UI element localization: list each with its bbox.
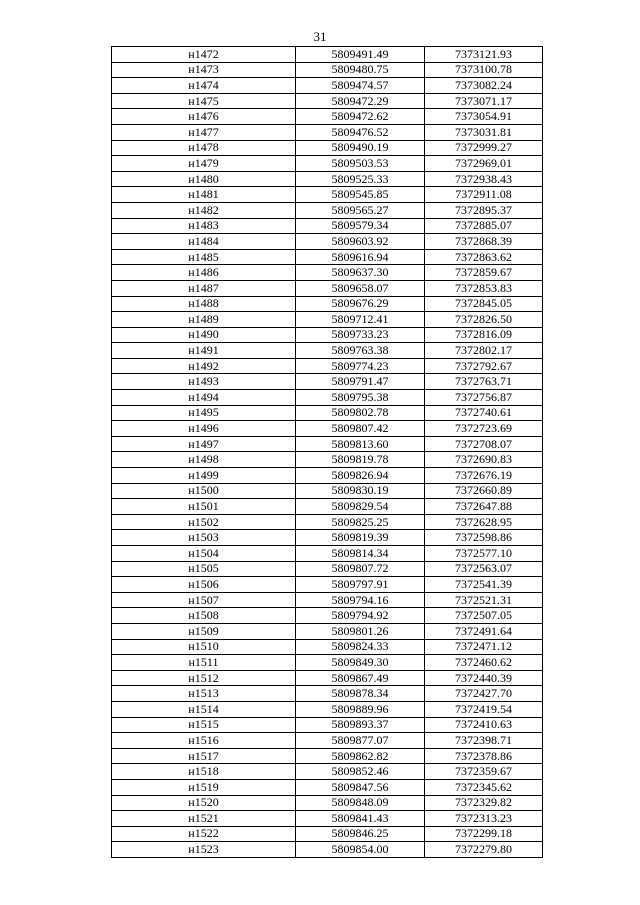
point-id-cell: н1481: [112, 187, 296, 203]
x-coordinate-cell: 5809791.47: [296, 374, 425, 390]
table-row: [112, 561, 543, 577]
y-coordinate-cell: 7372868.39: [425, 234, 543, 250]
table-row: [112, 779, 543, 795]
point-id-cell: н1472: [112, 47, 296, 63]
table-row: [112, 733, 543, 749]
y-coordinate-cell: 7372792.67: [425, 358, 543, 374]
table-row: [112, 468, 543, 484]
point-id-cell: н1480: [112, 171, 296, 187]
x-coordinate-cell: 5809525.33: [296, 171, 425, 187]
table-row: [112, 452, 543, 468]
point-id-cell: н1483: [112, 218, 296, 234]
table-row: [112, 327, 543, 343]
x-coordinate-cell: 5809846.25: [296, 826, 425, 842]
y-coordinate-cell: 7372419.54: [425, 701, 543, 717]
table-row: [112, 717, 543, 733]
page-number: 31: [313, 29, 327, 44]
y-coordinate-cell: 7372863.62: [425, 249, 543, 265]
table-row: [112, 93, 543, 109]
table-row: [112, 374, 543, 390]
table-row: [112, 343, 543, 359]
table-row: [112, 312, 543, 328]
y-coordinate-cell: 7372378.86: [425, 748, 543, 764]
x-coordinate-cell: 5809819.78: [296, 452, 425, 468]
point-id-cell: н1490: [112, 327, 296, 343]
y-coordinate-cell: 7372895.37: [425, 202, 543, 218]
y-coordinate-cell: 7372676.19: [425, 468, 543, 484]
table-row: [112, 514, 543, 530]
y-coordinate-cell: 7372647.88: [425, 499, 543, 515]
table-row: [112, 280, 543, 296]
x-coordinate-cell: 5809807.42: [296, 421, 425, 437]
coordinates-table: [111, 46, 543, 858]
y-coordinate-cell: 7372521.31: [425, 592, 543, 608]
point-id-cell: н1488: [112, 296, 296, 312]
point-id-cell: н1482: [112, 202, 296, 218]
point-id-cell: н1511: [112, 655, 296, 671]
y-coordinate-cell: 7372427.70: [425, 686, 543, 702]
table-row: [112, 701, 543, 717]
point-id-cell: н1503: [112, 530, 296, 546]
table-row: [112, 124, 543, 140]
x-coordinate-cell: 5809830.19: [296, 483, 425, 499]
x-coordinate-cell: 5809813.60: [296, 436, 425, 452]
x-coordinate-cell: 5809565.27: [296, 202, 425, 218]
point-id-cell: н1522: [112, 826, 296, 842]
x-coordinate-cell: 5809794.92: [296, 608, 425, 624]
table-row: [112, 826, 543, 842]
point-id-cell: н1485: [112, 249, 296, 265]
table-row: [112, 78, 543, 94]
table-row: [112, 156, 543, 172]
x-coordinate-cell: 5809490.19: [296, 140, 425, 156]
table-row: [112, 187, 543, 203]
table-row: [112, 546, 543, 562]
y-coordinate-cell: 7372845.05: [425, 296, 543, 312]
x-coordinate-cell: 5809802.78: [296, 405, 425, 421]
table-row: [112, 499, 543, 515]
table-row: [112, 592, 543, 608]
table-row: [112, 686, 543, 702]
x-coordinate-cell: 5809878.34: [296, 686, 425, 702]
coordinates-table-body: [112, 47, 543, 858]
x-coordinate-cell: 5809476.52: [296, 124, 425, 140]
x-coordinate-cell: 5809616.94: [296, 249, 425, 265]
x-coordinate-cell: 5809480.75: [296, 62, 425, 78]
table-row: [112, 655, 543, 671]
table-row: [112, 764, 543, 780]
x-coordinate-cell: 5809474.57: [296, 78, 425, 94]
y-coordinate-cell: 7372398.71: [425, 733, 543, 749]
y-coordinate-cell: 7372999.27: [425, 140, 543, 156]
point-id-cell: н1501: [112, 499, 296, 515]
table-row: [112, 811, 543, 827]
y-coordinate-cell: 7372859.67: [425, 265, 543, 281]
point-id-cell: н1519: [112, 779, 296, 795]
table-row: [112, 405, 543, 421]
table-row: [112, 436, 543, 452]
point-id-cell: н1492: [112, 358, 296, 374]
point-id-cell: н1494: [112, 390, 296, 406]
y-coordinate-cell: 7373071.17: [425, 93, 543, 109]
table-row: [112, 296, 543, 312]
point-id-cell: н1513: [112, 686, 296, 702]
point-id-cell: н1499: [112, 468, 296, 484]
y-coordinate-cell: 7372660.89: [425, 483, 543, 499]
table-row: [112, 218, 543, 234]
point-id-cell: н1506: [112, 577, 296, 593]
table-row: [112, 795, 543, 811]
point-id-cell: н1489: [112, 312, 296, 328]
y-coordinate-cell: 7372313.23: [425, 811, 543, 827]
x-coordinate-cell: 5809852.46: [296, 764, 425, 780]
x-coordinate-cell: 5809794.16: [296, 592, 425, 608]
x-coordinate-cell: 5809893.37: [296, 717, 425, 733]
point-id-cell: н1498: [112, 452, 296, 468]
point-id-cell: н1476: [112, 109, 296, 125]
x-coordinate-cell: 5809801.26: [296, 623, 425, 639]
point-id-cell: н1500: [112, 483, 296, 499]
x-coordinate-cell: 5809824.33: [296, 639, 425, 655]
x-coordinate-cell: 5809676.29: [296, 296, 425, 312]
point-id-cell: н1508: [112, 608, 296, 624]
x-coordinate-cell: 5809867.49: [296, 670, 425, 686]
x-coordinate-cell: 5809814.34: [296, 546, 425, 562]
point-id-cell: н1491: [112, 343, 296, 359]
table-row: [112, 358, 543, 374]
y-coordinate-cell: 7373121.93: [425, 47, 543, 63]
x-coordinate-cell: 5809825.25: [296, 514, 425, 530]
x-coordinate-cell: 5809733.23: [296, 327, 425, 343]
x-coordinate-cell: 5809826.94: [296, 468, 425, 484]
table-row: [112, 748, 543, 764]
y-coordinate-cell: 7372329.82: [425, 795, 543, 811]
point-id-cell: н1517: [112, 748, 296, 764]
table-row: [112, 202, 543, 218]
y-coordinate-cell: 7372885.07: [425, 218, 543, 234]
y-coordinate-cell: 7372299.18: [425, 826, 543, 842]
x-coordinate-cell: 5809849.30: [296, 655, 425, 671]
y-coordinate-cell: 7372410.63: [425, 717, 543, 733]
x-coordinate-cell: 5809841.43: [296, 811, 425, 827]
x-coordinate-cell: 5809491.49: [296, 47, 425, 63]
table-row: [112, 577, 543, 593]
point-id-cell: н1487: [112, 280, 296, 296]
x-coordinate-cell: 5809848.09: [296, 795, 425, 811]
table-row: [112, 171, 543, 187]
point-id-cell: н1512: [112, 670, 296, 686]
point-id-cell: н1509: [112, 623, 296, 639]
y-coordinate-cell: 7372541.39: [425, 577, 543, 593]
x-coordinate-cell: 5809503.53: [296, 156, 425, 172]
y-coordinate-cell: 7372359.67: [425, 764, 543, 780]
table-row: [112, 109, 543, 125]
x-coordinate-cell: 5809545.85: [296, 187, 425, 203]
y-coordinate-cell: 7372816.09: [425, 327, 543, 343]
point-id-cell: н1523: [112, 842, 296, 858]
y-coordinate-cell: 7372802.17: [425, 343, 543, 359]
table-row: [112, 639, 543, 655]
point-id-cell: н1520: [112, 795, 296, 811]
y-coordinate-cell: 7372911.08: [425, 187, 543, 203]
y-coordinate-cell: 7372345.62: [425, 779, 543, 795]
y-coordinate-cell: 7373031.81: [425, 124, 543, 140]
x-coordinate-cell: 5809829.54: [296, 499, 425, 515]
y-coordinate-cell: 7372690.83: [425, 452, 543, 468]
y-coordinate-cell: 7372460.62: [425, 655, 543, 671]
y-coordinate-cell: 7372723.69: [425, 421, 543, 437]
y-coordinate-cell: 7372563.07: [425, 561, 543, 577]
point-id-cell: н1475: [112, 93, 296, 109]
x-coordinate-cell: 5809712.41: [296, 312, 425, 328]
y-coordinate-cell: 7372969.01: [425, 156, 543, 172]
table-row: [112, 670, 543, 686]
point-id-cell: н1515: [112, 717, 296, 733]
point-id-cell: н1502: [112, 514, 296, 530]
y-coordinate-cell: 7372826.50: [425, 312, 543, 328]
table-row: [112, 608, 543, 624]
y-coordinate-cell: 7372628.95: [425, 514, 543, 530]
y-coordinate-cell: 7372491.64: [425, 623, 543, 639]
point-id-cell: н1477: [112, 124, 296, 140]
y-coordinate-cell: 7372598.86: [425, 530, 543, 546]
point-id-cell: н1497: [112, 436, 296, 452]
x-coordinate-cell: 5809807.72: [296, 561, 425, 577]
x-coordinate-cell: 5809889.96: [296, 701, 425, 717]
point-id-cell: н1505: [112, 561, 296, 577]
x-coordinate-cell: 5809797.91: [296, 577, 425, 593]
point-id-cell: н1510: [112, 639, 296, 655]
y-coordinate-cell: 7372938.43: [425, 171, 543, 187]
point-id-cell: н1495: [112, 405, 296, 421]
point-id-cell: н1518: [112, 764, 296, 780]
x-coordinate-cell: 5809854.00: [296, 842, 425, 858]
point-id-cell: н1473: [112, 62, 296, 78]
table-row: [112, 530, 543, 546]
table-row: [112, 140, 543, 156]
x-coordinate-cell: 5809763.38: [296, 343, 425, 359]
x-coordinate-cell: 5809472.62: [296, 109, 425, 125]
point-id-cell: н1486: [112, 265, 296, 281]
point-id-cell: н1521: [112, 811, 296, 827]
table-row: [112, 265, 543, 281]
y-coordinate-cell: 7372763.71: [425, 374, 543, 390]
table-row: [112, 842, 543, 858]
table-row: [112, 623, 543, 639]
table-row: [112, 62, 543, 78]
y-coordinate-cell: 7372740.61: [425, 405, 543, 421]
x-coordinate-cell: 5809637.30: [296, 265, 425, 281]
point-id-cell: н1478: [112, 140, 296, 156]
table-row: [112, 390, 543, 406]
x-coordinate-cell: 5809472.29: [296, 93, 425, 109]
table-row: [112, 483, 543, 499]
table-row: [112, 249, 543, 265]
y-coordinate-cell: 7372853.83: [425, 280, 543, 296]
y-coordinate-cell: 7372756.87: [425, 390, 543, 406]
x-coordinate-cell: 5809579.34: [296, 218, 425, 234]
point-id-cell: н1514: [112, 701, 296, 717]
x-coordinate-cell: 5809819.39: [296, 530, 425, 546]
point-id-cell: н1484: [112, 234, 296, 250]
x-coordinate-cell: 5809862.82: [296, 748, 425, 764]
x-coordinate-cell: 5809795.38: [296, 390, 425, 406]
point-id-cell: н1496: [112, 421, 296, 437]
y-coordinate-cell: 7372440.39: [425, 670, 543, 686]
y-coordinate-cell: 7372507.05: [425, 608, 543, 624]
y-coordinate-cell: 7373082.24: [425, 78, 543, 94]
x-coordinate-cell: 5809847.56: [296, 779, 425, 795]
x-coordinate-cell: 5809877.07: [296, 733, 425, 749]
point-id-cell: н1479: [112, 156, 296, 172]
point-id-cell: н1504: [112, 546, 296, 562]
y-coordinate-cell: 7372708.07: [425, 436, 543, 452]
x-coordinate-cell: 5809603.92: [296, 234, 425, 250]
point-id-cell: н1474: [112, 78, 296, 94]
table-row: [112, 47, 543, 63]
x-coordinate-cell: 5809658.07: [296, 280, 425, 296]
y-coordinate-cell: 7373054.91: [425, 109, 543, 125]
point-id-cell: н1493: [112, 374, 296, 390]
point-id-cell: н1516: [112, 733, 296, 749]
point-id-cell: н1507: [112, 592, 296, 608]
table-row: [112, 234, 543, 250]
y-coordinate-cell: 7372577.10: [425, 546, 543, 562]
y-coordinate-cell: 7373100.78: [425, 62, 543, 78]
x-coordinate-cell: 5809774.23: [296, 358, 425, 374]
table-row: [112, 421, 543, 437]
y-coordinate-cell: 7372279.80: [425, 842, 543, 858]
y-coordinate-cell: 7372471.12: [425, 639, 543, 655]
